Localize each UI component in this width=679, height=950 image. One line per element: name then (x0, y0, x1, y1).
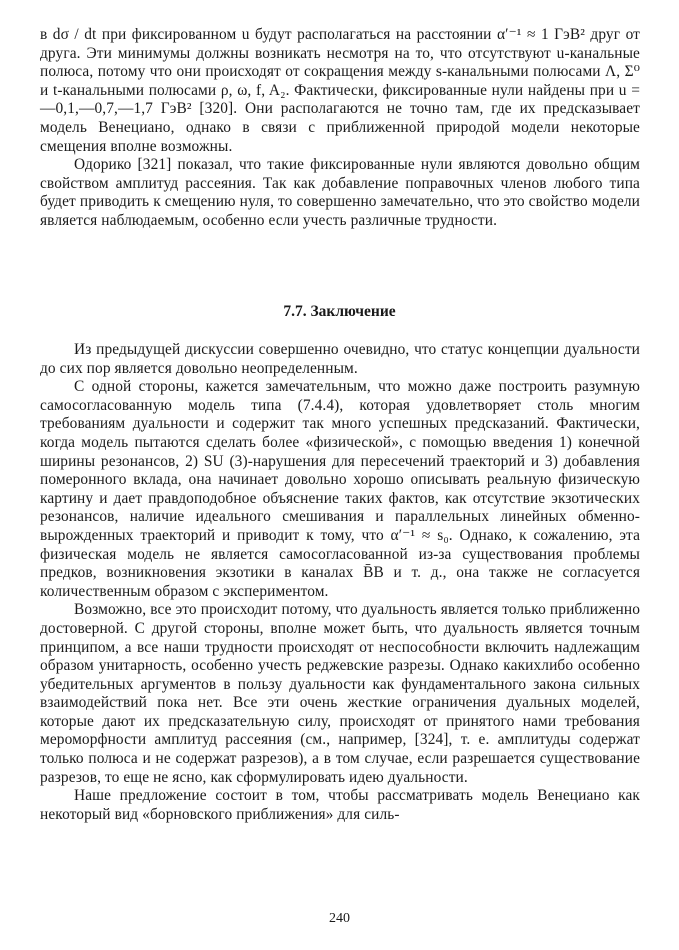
paragraph-intro: Из предыдущей дискуссии совершенно очевидно, что статус концепции дуальности до сих пор является довольно неопределенным. (40, 341, 640, 377)
page-number: 240 (329, 911, 350, 926)
body-text-top (40, 26, 640, 231)
paragraph-approximate: Возможно, все это происходит потому, что дуальность является только приближенно достоверной. С другой стороны, вполне может быть, что дуальность является точным принципом, а все наши трудности происходят от неспособности включить надлежащим образом унитарность, особенно учесть реджевские разрезы. Однако какихлибо особенно убедительных аргументов в пользу дуальности как фундаментального закона сильных взаимодействий пока нет. Все эти очень жесткие ограничения дуальных моделей, которые дают их предсказательную силу, происходят от принятого нами требования мероморфности амплитуд рассеяния (см., например, [324], т. е. амплитуды содержат только полюса и не содержат разрезов), а в том случае, если разрешается существование разрезов, то еще не ясно, как сформулировать идею дуальности. (40, 601, 640, 786)
paragraph-odoriko: Одорико [321] показал, что такие фиксированные нули являются довольно общим свойством амплитуд рассеяния. Так как добавление поправочных членов любого типа будет приводить к смещению нуля, то совершенно замечательно, что это свойство модели является наблюдаемым, особенно если учесть различные трудности. (40, 156, 640, 229)
body-text-bottom (40, 341, 640, 824)
paragraph-one-side: С одной стороны, кажется замечательным, что можно даже построить разумную самосогласованную модель типа (7.4.4), которая удовлетворяет столь многим требованиям дуальности и содержит так много успешных предсказаний. Фактически, когда модель пытаются сделать более «физической», с помощью введения 1) конечной ширины резонансов, 2) SU (3)-нарушения для пересечений траекторий и 3) добавления померонного вклада, она начинает довольно хорошо описывать реальную физическую картину и дает правдоподобное объяснение таких фактов, как отсутствие экзотических резонансов, наличие идеального смешивания и параллельных линейных обменно-вырожденных траекторий и приводит к тому, что α′⁻¹ ≈ s₀. Однако, к сожалению, эта физическая модель не является самосогласованной из-за существования проблемы предков, возникновения экзотики в каналах B̄B и т. д., она также не согласуется количественным образом с экспериментом. (40, 378, 640, 600)
paragraph-continuation: в dσ / dt при фиксированном u будут располагаться на расстоянии α′⁻¹ ≈ 1 ГэВ² друг от друга. Эти минимумы должны возникать несмотря на то, что отсутствуют u-канальные полюса, потому что они происходят от сокращения между s-канальными полюсами Λ, Σ⁰ и t-канальными полюсами ρ, ω, f, A₂. Фактически, фиксированные нули найдены при u = —0,1,—0,7,—1,7 ГэВ² [320]. Они располагаются не точно там, где их предсказывает модель Венециано, однако в связи с приближенной природой модели некоторые смещения вполне возможны. (40, 26, 640, 155)
paragraph-proposal: Наше предложение состоит в том, чтобы рассматривать модель Венециано как некоторый вид «борновского приближения» для силь- (40, 787, 640, 823)
section-heading: 7.7. Заключение (283, 303, 396, 320)
